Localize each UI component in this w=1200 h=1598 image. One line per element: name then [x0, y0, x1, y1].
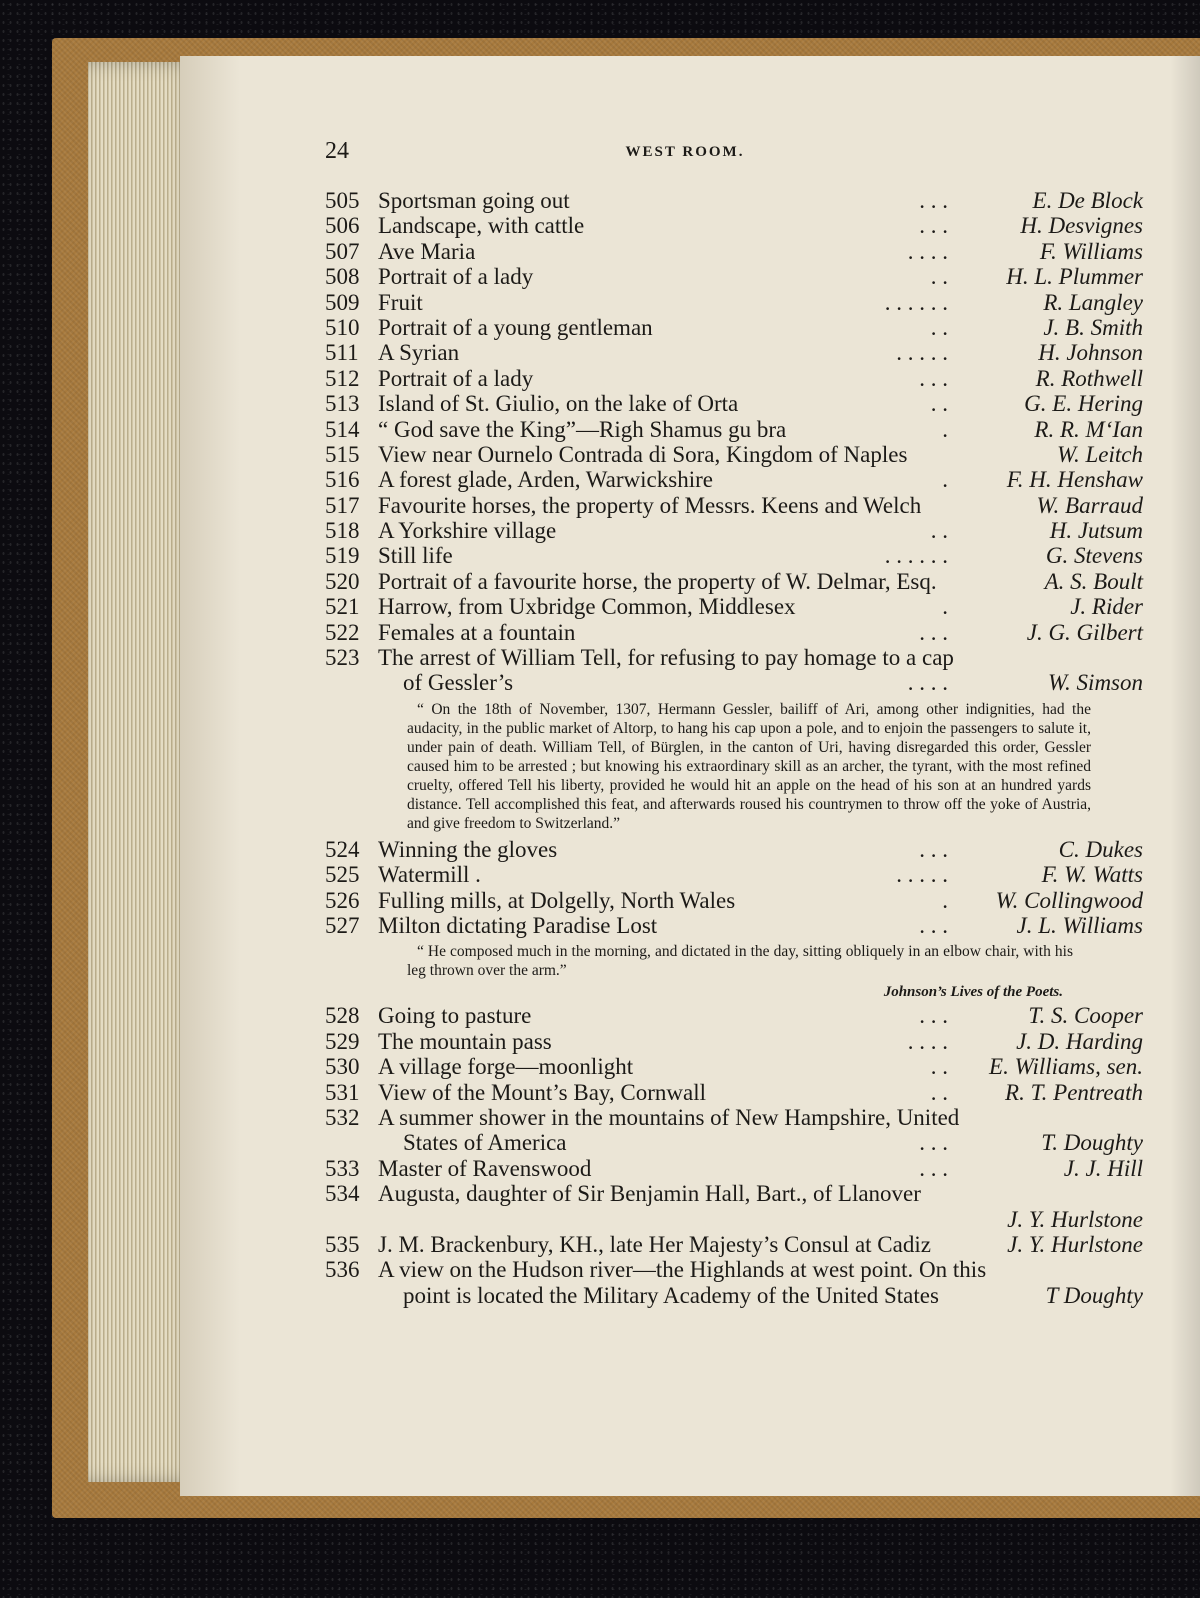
catalogue-entry-533	[325, 1156, 1143, 1181]
entry-title: Sportsman going out	[378, 188, 570, 213]
entry-number: 519	[325, 543, 360, 569]
entry-number: 506	[325, 213, 360, 239]
catalogue-entry	[325, 913, 1143, 938]
book-page	[180, 56, 1200, 1496]
entry-artist: J. L. Williams	[1016, 913, 1143, 938]
entry-title: Portrait of a favourite horse, the property of W. Delmar, Esq.	[378, 568, 937, 594]
leader-dots: . .	[930, 264, 948, 290]
catalogue-entry	[325, 1003, 1143, 1028]
entry-title: View of the Mount’s Bay, Cornwall	[378, 1079, 707, 1105]
entry-title: A Syrian	[378, 340, 460, 366]
entry-number: 516	[325, 467, 360, 493]
leader-dots: . .	[930, 314, 948, 340]
catalogue-entry	[325, 366, 1143, 391]
leader-dots: .	[942, 594, 948, 620]
entry-number: 525	[325, 862, 360, 888]
entry-group-b	[325, 837, 1143, 939]
entry-number: 526	[325, 887, 360, 913]
catalogue-entry	[325, 442, 1143, 467]
entry-title: Winning the gloves	[378, 836, 558, 862]
catalogue-entry	[325, 188, 1143, 213]
entry-number: 514	[325, 416, 360, 442]
entry-number: 510	[325, 314, 360, 340]
entry-title: “ God save the King”—Righ Shamus gu bra	[378, 416, 787, 442]
leader-dots: .	[942, 416, 948, 442]
leader-dots: . . .	[919, 1130, 948, 1156]
catalogue-entry	[325, 888, 1143, 913]
entry-number: 513	[325, 391, 360, 417]
entry-artist: F. H. Henshaw	[1006, 467, 1143, 493]
leader-dots: . .	[930, 518, 948, 544]
catalogue-entry	[325, 1054, 1143, 1079]
catalogue-entry	[325, 493, 1143, 518]
page-gutter-shadow	[1170, 56, 1200, 1496]
quote-source: Johnson’s Lives of the Poets.	[883, 984, 1063, 1001]
entry-artist: F. Williams	[1039, 238, 1143, 264]
entry-number: 505	[325, 188, 360, 213]
entry-number: 529	[325, 1028, 360, 1054]
entry-artist: J. B. Smith	[1043, 314, 1143, 340]
leader-dots: .	[942, 887, 948, 913]
entry-title: A view on the Hudson river—the Highlands at west point. On this	[378, 1257, 987, 1283]
entry-artist: G. E. Hering	[1024, 391, 1143, 417]
leader-dots: . .	[930, 1054, 948, 1080]
entry-group-c	[325, 1003, 1143, 1105]
entry-artist: J. D. Harding	[1016, 1028, 1143, 1054]
catalogue-entry	[325, 290, 1143, 315]
catalogue-entry	[325, 1029, 1143, 1054]
catalogue-entry-532	[325, 1105, 1143, 1156]
entry-title: Watermill .	[378, 862, 481, 888]
entry-number: 530	[325, 1054, 360, 1080]
entry-title: A forest glade, Arden, Warwickshire	[378, 467, 713, 493]
entry-title: Harrow, from Uxbridge Common, Middlesex	[378, 594, 796, 620]
entry-number: 521	[325, 594, 360, 620]
entry-artist: J. Y. Hurlstone	[1007, 1231, 1143, 1257]
entry-title: The mountain pass	[378, 1028, 552, 1054]
catalogue-entry	[325, 467, 1143, 492]
leader-dots: . . .	[919, 1155, 948, 1181]
catalogue-entry	[325, 1080, 1143, 1105]
leader-dots: . . .	[919, 213, 948, 239]
entry-artist: T. S. Cooper	[1028, 1003, 1143, 1029]
entry-title: View near Ournelo Contrada di Sora, Kingdom of Naples	[378, 441, 908, 467]
leader-dots: . . . . .	[896, 862, 948, 888]
catalogue-entry-523	[325, 645, 1143, 696]
catalogue-entry	[325, 518, 1143, 543]
page-number: 24	[325, 138, 349, 164]
entry-title: Master of Ravenswood	[378, 1155, 592, 1181]
catalogue-entry	[325, 862, 1143, 887]
entry-title: Portrait of a lady	[378, 264, 534, 290]
entry-artist: W. Barraud	[1036, 492, 1143, 518]
entry-number: 524	[325, 836, 360, 862]
entry-title: J. M. Brackenbury, KH., late Her Majesty’s Consul at Cadiz	[378, 1231, 931, 1257]
leader-dots: . . . .	[907, 238, 948, 264]
entry-artist: T Doughty	[1045, 1282, 1143, 1308]
entry-artist: R. Langley	[1043, 289, 1143, 315]
entry-artist: W. Leitch	[1056, 441, 1143, 467]
leader-dots: . . .	[919, 365, 948, 391]
leader-dots: . . .	[919, 619, 948, 645]
catalogue-entry	[325, 239, 1143, 264]
entry-title-continuation: of Gessler’s	[403, 670, 514, 696]
entry-artist: H. L. Plummer	[1006, 264, 1143, 290]
entry-artist: J. G. Gilbert	[1026, 619, 1143, 645]
entry-number: 535	[325, 1231, 360, 1257]
entry-number: 527	[325, 913, 360, 938]
entry-number: 523	[325, 645, 360, 671]
entry-title-continuation: point is located the Military Academy of the United States	[403, 1282, 939, 1308]
entry-artist: W. Simson	[1048, 670, 1143, 696]
entry-artist: R. R. M‘Ian	[1034, 416, 1143, 442]
entry-number: 528	[325, 1003, 360, 1029]
entry-artist: H. Jutsum	[1049, 518, 1143, 544]
entry-artist: J. Y. Hurlstone	[1007, 1206, 1143, 1232]
catalogue-entry	[325, 417, 1143, 442]
entry-artist: E. Williams, sen.	[989, 1054, 1143, 1080]
entry-title: Island of St. Giulio, on the lake of Orta	[378, 391, 739, 417]
catalogue-entry	[325, 213, 1143, 238]
leader-dots: . . . . . .	[884, 543, 948, 569]
entry-number: 531	[325, 1079, 360, 1105]
entry-title: Milton dictating Paradise Lost	[378, 913, 658, 938]
catalogue-entry	[325, 569, 1143, 594]
entry-title: Augusta, daughter of Sir Benjamin Hall, Bart., of Llanover	[378, 1181, 921, 1207]
catalogue-entry	[325, 264, 1143, 289]
catalogue-entry	[325, 594, 1143, 619]
entry-artist: G. Stevens	[1045, 543, 1143, 569]
entry-artist: W. Collingwood	[995, 887, 1143, 913]
catalogue-entry	[325, 315, 1143, 340]
entry-title: Going to pasture	[378, 1003, 532, 1029]
entry-title: Favourite horses, the property of Messrs. Keens and Welch	[378, 492, 922, 518]
entry-title: Ave Maria	[378, 238, 476, 264]
running-head: WEST ROOM.	[625, 144, 745, 160]
entry-artist: H. Johnson	[1038, 340, 1143, 366]
leader-dots: . .	[930, 1079, 948, 1105]
entry-artist: C. Dukes	[1058, 836, 1143, 862]
leader-dots: .	[942, 467, 948, 493]
catalogue-entry-536	[325, 1257, 1143, 1308]
entry-title-continuation: States of America	[403, 1130, 567, 1156]
entry-title: Portrait of a young gentleman	[378, 314, 653, 340]
entry-number: 512	[325, 365, 360, 391]
catalogue-entry-535	[325, 1232, 1143, 1257]
catalogue-entry	[325, 620, 1143, 645]
entry-title: Portrait of a lady	[378, 365, 534, 391]
entry-number: 520	[325, 568, 360, 594]
entry-artist: J. Rider	[1070, 594, 1143, 620]
entry-number: 517	[325, 492, 360, 518]
catalogue-entry	[325, 837, 1143, 862]
leader-dots: . .	[930, 391, 948, 417]
entry-title: A summer shower in the mountains of New Hampshire, United	[378, 1104, 960, 1130]
entry-artist: R. T. Pentreath	[1005, 1079, 1143, 1105]
leader-dots: . . . . . .	[884, 289, 948, 315]
entry-number: 534	[325, 1181, 360, 1207]
leader-dots: . . .	[919, 913, 948, 938]
entry-title: Fruit	[378, 289, 423, 315]
entry-title: Landscape, with cattle	[378, 213, 585, 239]
entry-number: 511	[325, 340, 359, 366]
entry-artist: T. Doughty	[1041, 1130, 1143, 1156]
entry-number: 508	[325, 264, 360, 290]
entry-number: 507	[325, 238, 360, 264]
entry-number: 532	[325, 1104, 360, 1130]
catalogue-entry	[325, 391, 1143, 416]
entry-title: The arrest of William Tell, for refusing to pay homage to a cap	[378, 645, 954, 671]
entry-group-a	[325, 188, 1143, 645]
catalogue-entry-534	[325, 1181, 1143, 1232]
entry-artist: F. W. Watts	[1041, 862, 1143, 888]
entry-number: 518	[325, 518, 360, 544]
entry-number: 509	[325, 289, 360, 315]
entry-title: Fulling mills, at Dolgelly, North Wales	[378, 887, 736, 913]
leader-dots: . . .	[919, 1003, 948, 1029]
leader-dots: . . . .	[907, 670, 948, 696]
entry-title: A Yorkshire village	[378, 518, 557, 544]
entry-artist: A. S. Boult	[1044, 568, 1143, 594]
leader-dots: . . .	[919, 836, 948, 862]
catalogue-list	[325, 188, 1143, 1308]
entry-number: 522	[325, 619, 360, 645]
entry-number: 533	[325, 1155, 360, 1181]
entry-title: Females at a fountain	[378, 619, 576, 645]
leader-dots: . . . .	[907, 1028, 948, 1054]
entry-number: 515	[325, 441, 360, 467]
entry-number: 536	[325, 1257, 360, 1283]
entry-quote-527: “ He composed much in the morning, and dictated in the day, sitting obliquely in an elbow chair, with his leg thrown over the arm.”	[407, 943, 1073, 980]
entry-artist: E. De Block	[1032, 188, 1143, 213]
catalogue-entry	[325, 543, 1143, 568]
entry-title: A village forge—moonlight	[378, 1054, 634, 1080]
entry-quote-523: “ On the 18th of November, 1307, Hermann Gessler, bailiff of Ari, among other indignities, had the audacity, in the public market of Altorp, to hang his cap upon a pole, and to enjoin the passengers to salute it, under pain of death. William Tell, of Bürglen, in the canton of Uri, having disregarded this order, Gessler caused him to be arrested ; but knowing his extraordinary skill as an archer, the tyrant, with the most refined cruelty, offered Tell his liberty, provided he would hit an apple on the head of his son at an hundred yards distance. Tell accomplished this feat, and afterwards roused his countrymen to throw off the yoke of Austria, and give freedom to Switzerland.”	[407, 700, 1091, 832]
catalogue-entry	[325, 340, 1143, 365]
entry-artist: H. Desvignes	[1020, 213, 1143, 239]
entry-title: Still life	[378, 543, 453, 569]
entry-artist: R. Rothwell	[1035, 365, 1143, 391]
page-header	[325, 138, 1185, 168]
entry-artist: J. J. Hill	[1063, 1155, 1143, 1181]
leader-dots: . . . . .	[896, 340, 948, 366]
leader-dots: . . .	[919, 188, 948, 213]
